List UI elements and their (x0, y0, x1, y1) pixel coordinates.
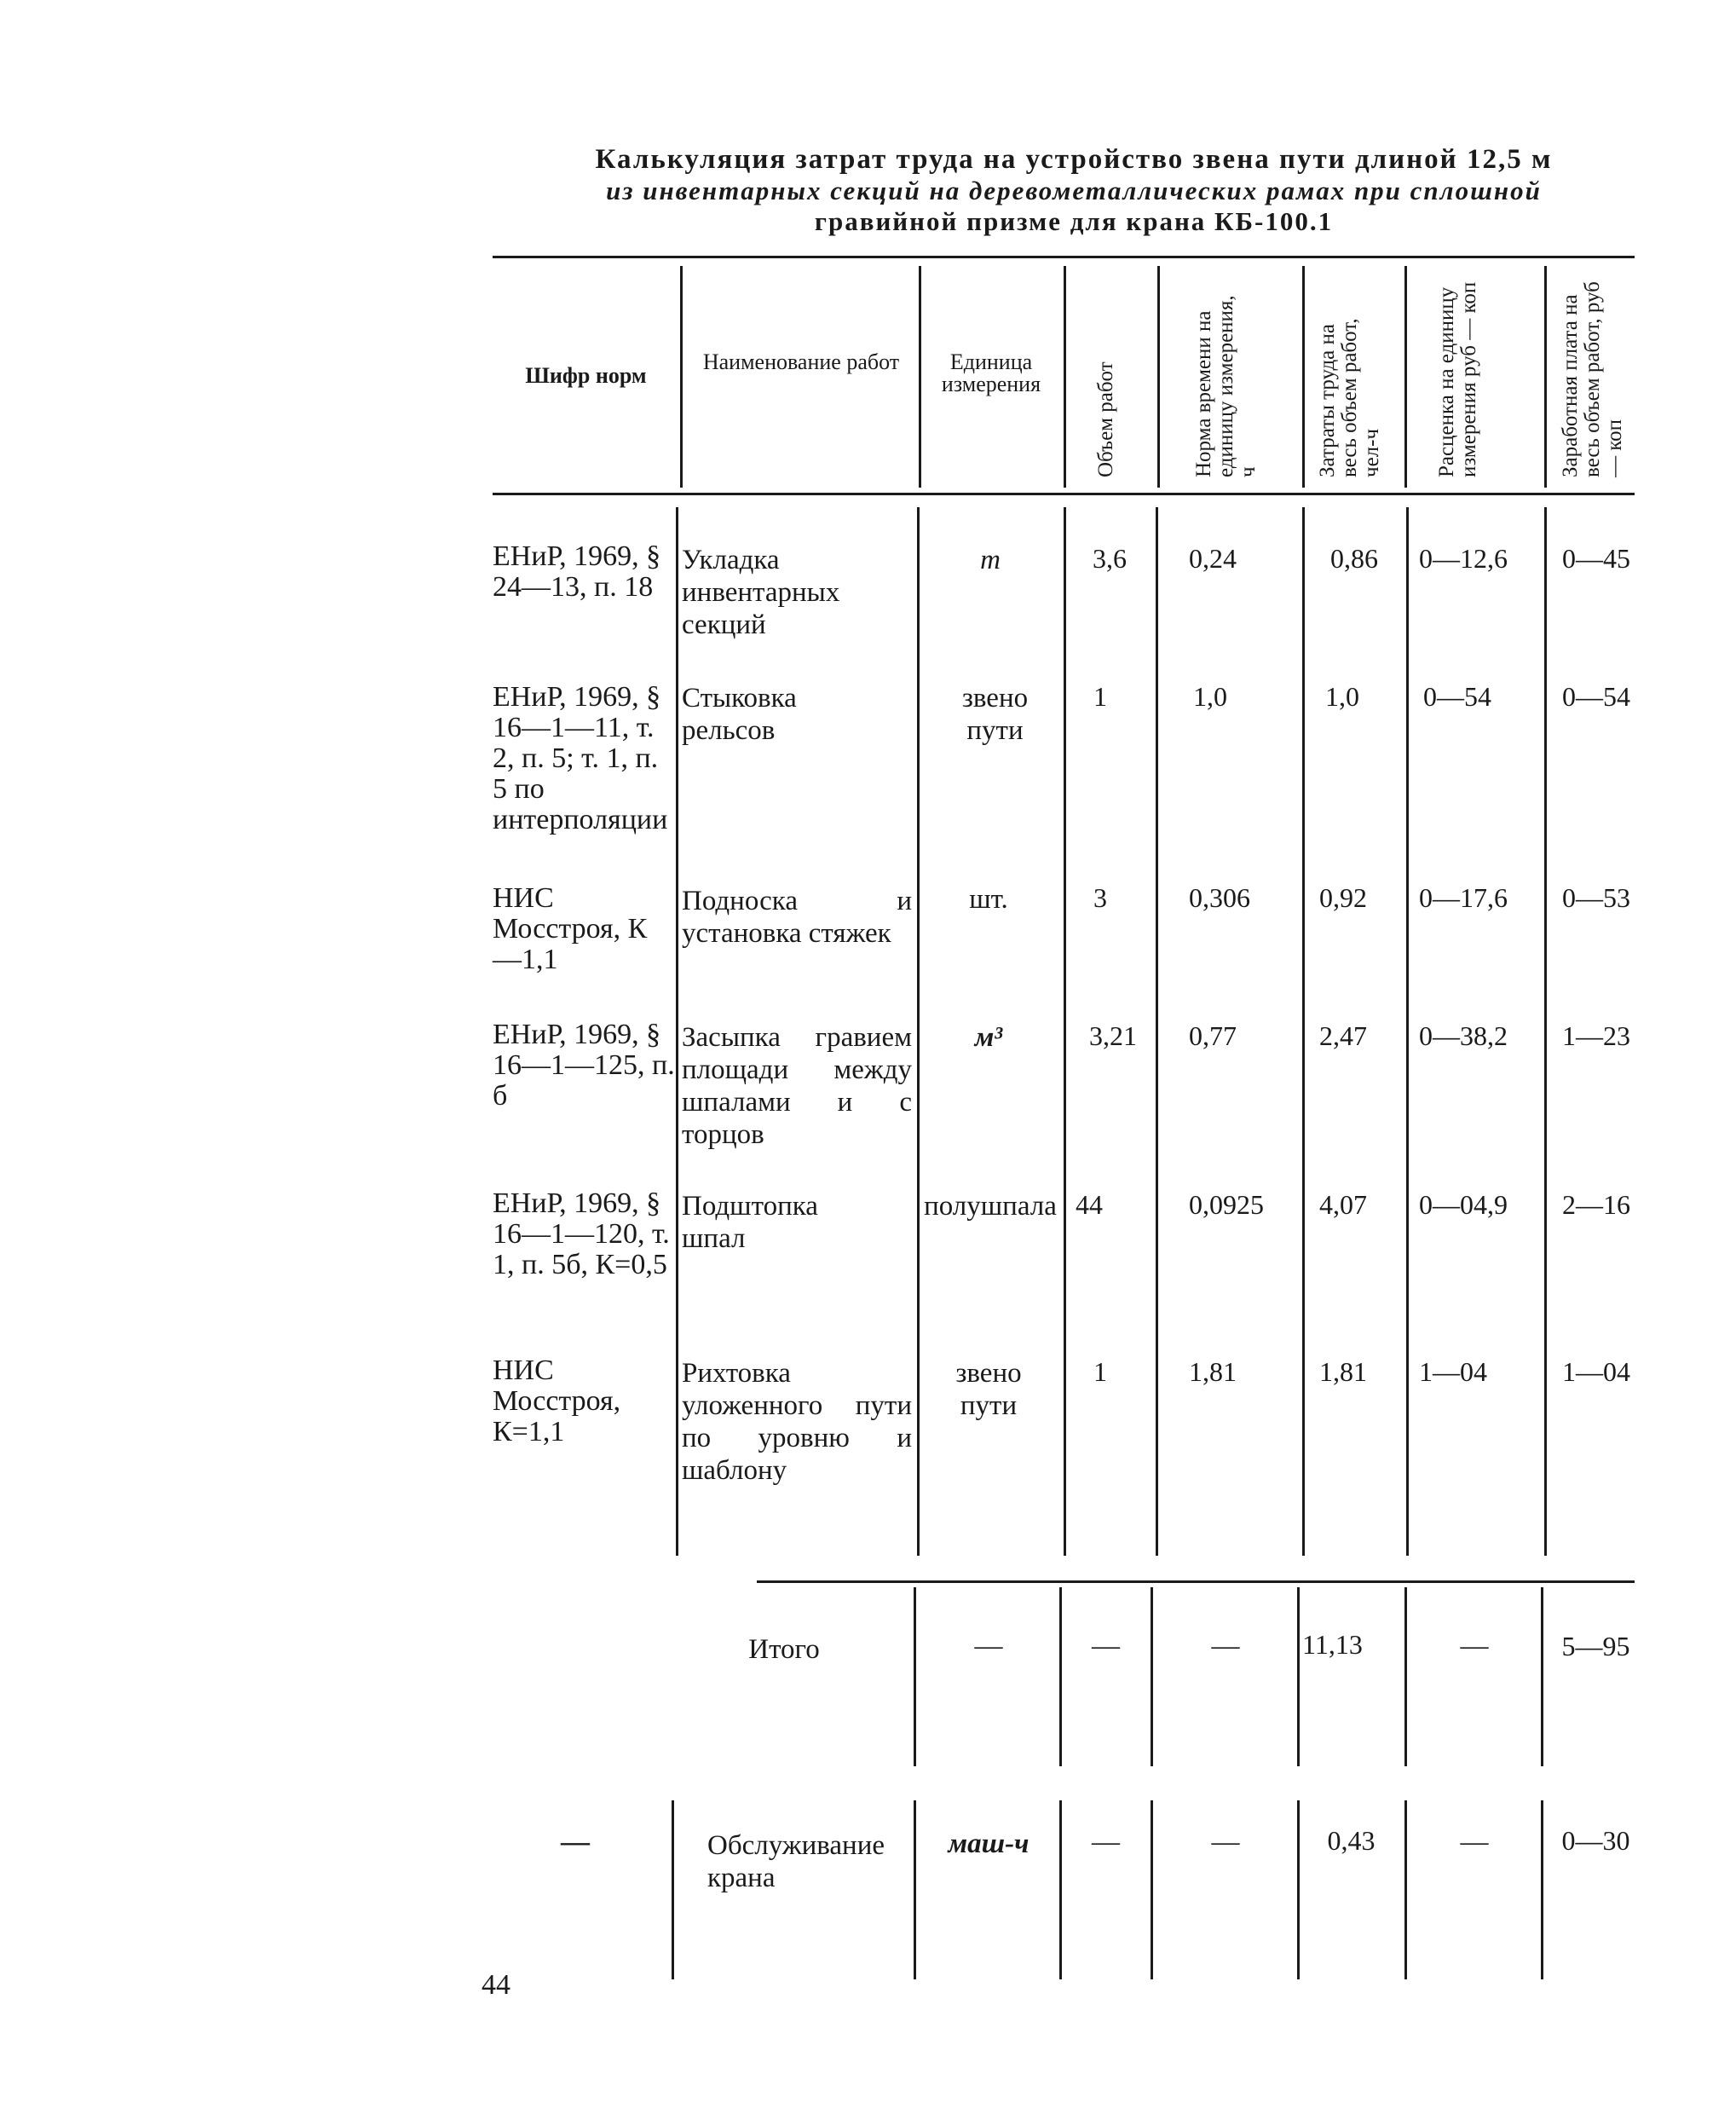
total-volume: — (1092, 1631, 1120, 1661)
row-5-code: ЕНиР, 1969, § 16—1—120, т. 1, п. 5б, К=0,5 (493, 1187, 670, 1280)
row-4-code: ЕНиР, 1969, § 16—1—125, п. б (493, 1019, 675, 1112)
body-divider (1156, 507, 1158, 1556)
title-line-2: из инвентарных секций на деревометаллических рамах при сплошной (606, 176, 1542, 205)
crane-divider (914, 1800, 916, 1979)
header-bottom-rule (493, 493, 1635, 495)
row-6-volume: 1 (1093, 1356, 1107, 1387)
header-divider (1157, 266, 1160, 488)
header-divider (1302, 266, 1305, 488)
crane-rate: — (1460, 1827, 1489, 1857)
body-divider (1302, 507, 1305, 1556)
row-3-labor: 0,92 (1319, 882, 1367, 913)
crane-divider (1541, 1800, 1543, 1979)
title-line-3: гравийной призме для крана КБ-100.1 (814, 206, 1334, 236)
header-rate: Расценка на единицу измерения руб — коп (1435, 281, 1480, 477)
crane-divider (1297, 1800, 1300, 1979)
crane-unit: маш-ч (948, 1828, 1029, 1859)
body-divider (1064, 507, 1066, 1556)
title-line-1: Калькуляция затрат труда на устройство звена пути длиной 12,5 м (595, 144, 1553, 175)
crane-divider (1404, 1800, 1407, 1979)
crane-wage: 0—30 (1561, 1825, 1630, 1856)
row-1-labor: 0,86 (1330, 543, 1378, 574)
header-divider (919, 266, 921, 488)
total-divider (1541, 1587, 1543, 1766)
total-label: Итого (748, 1634, 820, 1665)
row-6-rate: 1—04 (1419, 1356, 1487, 1387)
row-6-wage: 1—04 (1562, 1356, 1630, 1387)
row-1-volume: 3,6 (1093, 543, 1127, 574)
row-4-rate: 0—38,2 (1419, 1020, 1508, 1051)
row-5-wage: 2—16 (1562, 1189, 1630, 1220)
crane-code: — (561, 1826, 590, 1857)
body-divider (1544, 507, 1547, 1556)
total-wage: 5—95 (1561, 1631, 1630, 1661)
row-5-volume: 44 (1076, 1189, 1103, 1220)
row-1-rate: 0—12,6 (1419, 543, 1508, 574)
crane-labor: 0,43 (1327, 1825, 1376, 1856)
row-2-labor: 1,0 (1325, 681, 1359, 712)
row-3-rate: 0—17,6 (1419, 882, 1508, 913)
row-3-volume: 3 (1093, 882, 1107, 913)
header-divider (1544, 266, 1547, 488)
crane-divider (1151, 1800, 1153, 1979)
crane-divider (1059, 1800, 1062, 1979)
row-2-wage: 0—54 (1562, 681, 1630, 712)
header-wage: Заработная плата на весь объем работ, руб — коп (1559, 281, 1626, 477)
row-6-code: НИС Мосстроя, К=1,1 (493, 1355, 621, 1447)
row-2-name: Стыковка рельсов (682, 683, 797, 746)
header-code: Шифр норм (525, 363, 647, 388)
row-2-code: ЕНиР, 1969, § 16—1—11, т. 2, п. 5; т. 1, п. 5 по интерполяции (493, 681, 668, 835)
row-1-norm: 0,24 (1189, 543, 1237, 574)
row-5-labor: 4,07 (1319, 1189, 1367, 1220)
total-unit: — (974, 1631, 1003, 1661)
row-4-name: Засыпка гравием площади между шпалами и с торцов (682, 1022, 912, 1150)
total-divider (1151, 1587, 1153, 1766)
row-5-name: Подштопка шпал (682, 1191, 818, 1254)
crane-name: Обслуживание крана (707, 1830, 885, 1893)
header-volume: Объем работ (1094, 361, 1117, 477)
row-4-wage: 1—23 (1562, 1020, 1630, 1051)
crane-norm: — (1211, 1827, 1240, 1857)
crane-divider (672, 1800, 674, 1979)
total-divider (1297, 1587, 1300, 1766)
table-title (477, 143, 1670, 237)
total-rate: — (1460, 1631, 1489, 1661)
row-2-norm: 1,0 (1193, 681, 1227, 712)
total-top-rule (757, 1580, 1635, 1583)
total-labor: 11,13 (1302, 1629, 1363, 1660)
row-3-unit: шт. (969, 884, 1008, 915)
row-6-labor: 1,81 (1319, 1356, 1367, 1387)
row-4-norm: 0,77 (1189, 1020, 1237, 1051)
row-5-unit: полушпала (924, 1191, 1057, 1222)
row-4-unit: м³ (974, 1022, 1003, 1053)
table-top-rule (493, 256, 1635, 258)
row-6-norm: 1,81 (1189, 1356, 1237, 1387)
row-3-norm: 0,306 (1189, 882, 1250, 913)
row-1-code: ЕНиР, 1969, § 24—13, п. 18 (493, 540, 661, 603)
header-unit: Единица измерения (941, 350, 1041, 396)
body-divider (917, 507, 920, 1556)
row-3-name: Подноска и установка стяжек (682, 886, 912, 949)
body-divider (676, 507, 678, 1556)
header-divider (680, 266, 683, 488)
row-2-unit: звено пути (961, 683, 1029, 746)
row-2-volume: 1 (1093, 681, 1107, 712)
row-3-wage: 0—53 (1562, 882, 1630, 913)
header-divider (1404, 266, 1407, 488)
row-6-name: Рихтовка уложенного пути по уровню и шаблону (682, 1358, 912, 1486)
header-norm: Норма времени на единицу измерения, ч (1192, 295, 1260, 477)
row-6-unit: звено пути (955, 1358, 1022, 1421)
total-divider (1059, 1587, 1062, 1766)
row-1-name: Укладка инвентарных секций (682, 545, 840, 640)
row-5-rate: 0—04,9 (1419, 1189, 1508, 1220)
header-name: Наименование работ (702, 350, 900, 374)
body-divider (1406, 507, 1409, 1556)
total-divider (914, 1587, 916, 1766)
row-5-norm: 0,0925 (1189, 1189, 1264, 1220)
row-1-unit: т (980, 545, 1001, 575)
header-labor: Затраты труда на весь объем работ, чел-ч (1316, 318, 1383, 477)
total-norm: — (1211, 1631, 1240, 1661)
row-2-rate: 0—54 (1423, 681, 1491, 712)
crane-volume: — (1092, 1827, 1120, 1857)
row-3-code: НИС Мосстроя, К—1,1 (493, 882, 648, 975)
row-4-labor: 2,47 (1319, 1020, 1367, 1051)
total-divider (1404, 1587, 1407, 1766)
row-4-volume: 3,21 (1089, 1020, 1137, 1051)
header-divider (1064, 266, 1066, 488)
page-number: 44 (482, 1969, 510, 2001)
row-1-wage: 0—45 (1562, 543, 1630, 574)
